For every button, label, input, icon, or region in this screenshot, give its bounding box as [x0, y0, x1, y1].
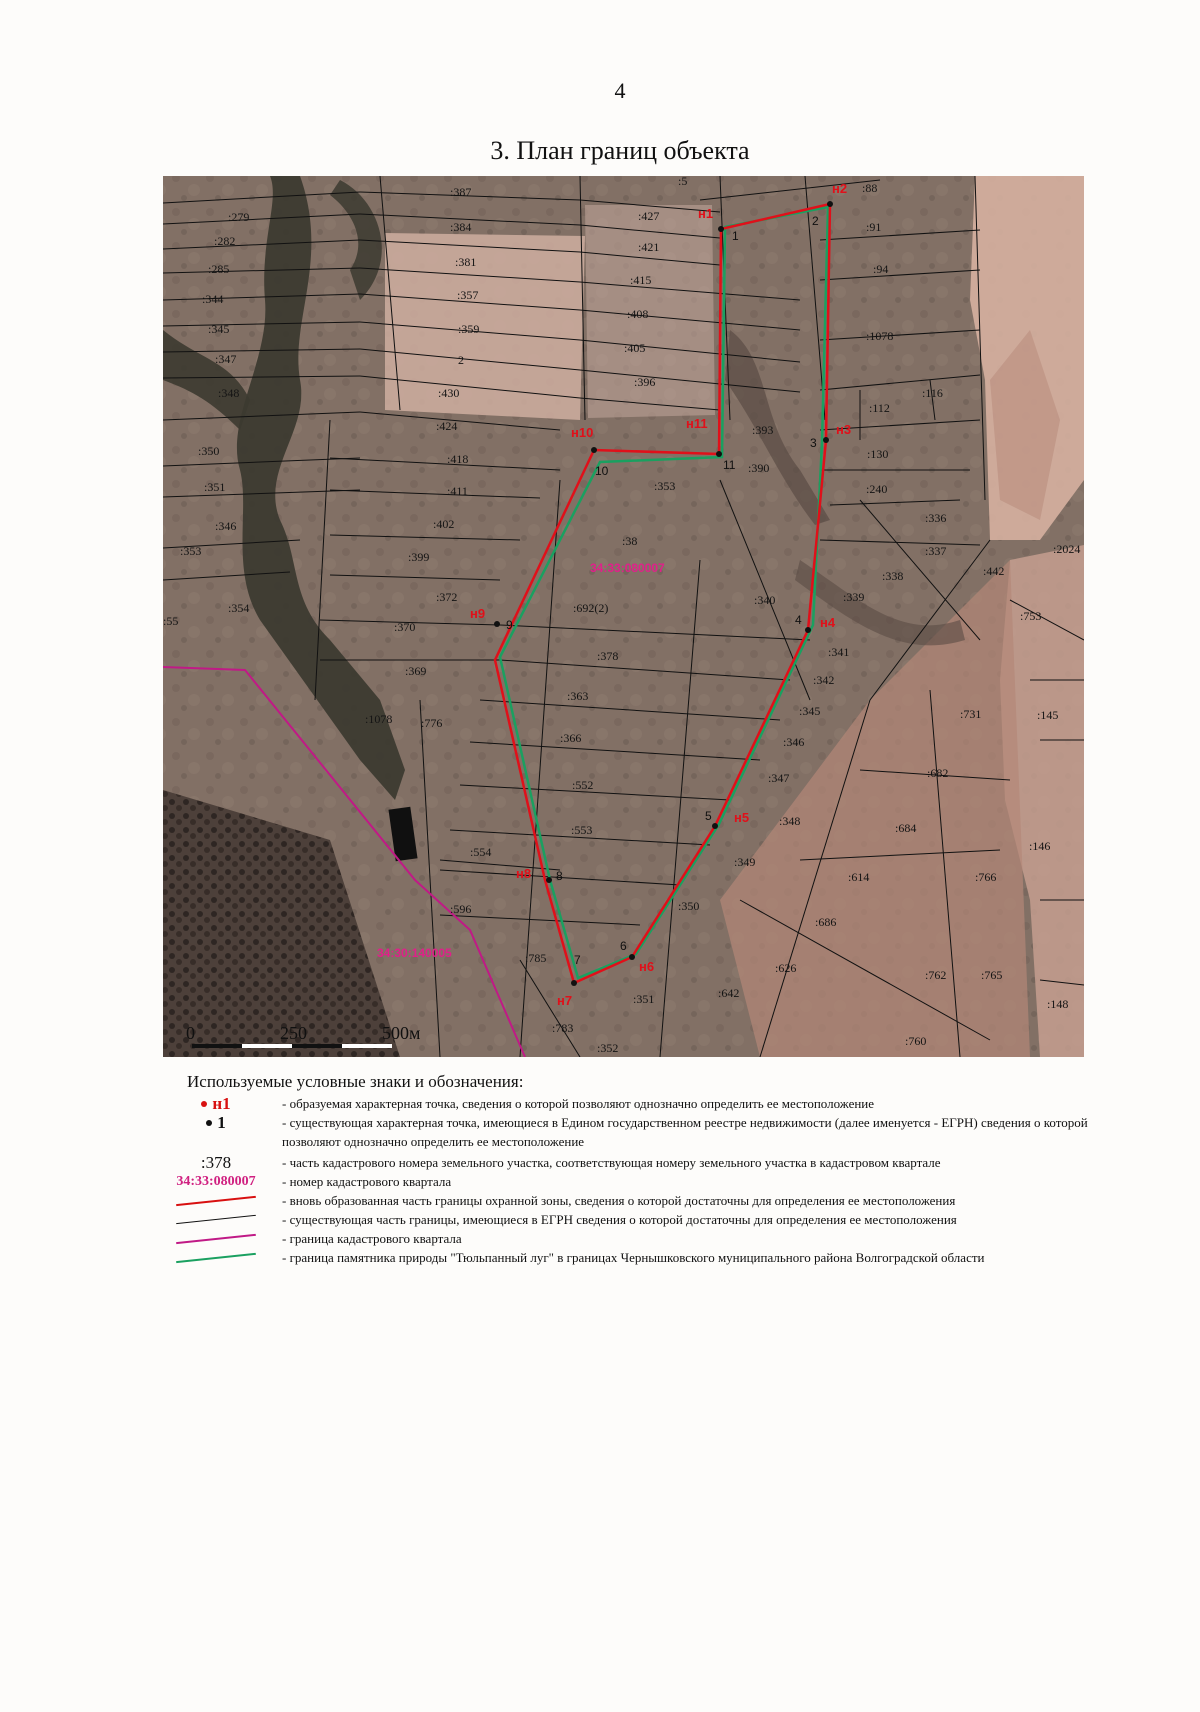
- plot-label: :402: [433, 517, 455, 531]
- plot-label: :351: [633, 992, 655, 1006]
- plot-label: :762: [925, 968, 947, 982]
- plot-label: :349: [734, 855, 756, 869]
- legend-desc: - часть кадастрового номера земельного участка, соответствующая номеру земельного участка в кадастровом квартале: [282, 1155, 941, 1170]
- point-label-9: 9: [506, 618, 513, 632]
- plot-label: :145: [1037, 708, 1059, 722]
- legend-symbol-text: н1: [212, 1094, 231, 1113]
- plot-label: :366: [560, 731, 582, 745]
- plot-label: :91: [866, 220, 882, 234]
- plot-label: :342: [813, 673, 835, 687]
- point-label-n2: н2: [832, 181, 848, 196]
- plot-label: :38: [622, 534, 638, 548]
- plot-label: :765: [981, 968, 1003, 982]
- legend-symbol-green-line: [160, 1248, 272, 1267]
- point-label-7: 7: [574, 953, 581, 967]
- legend-item-existing-point: [160, 1113, 1100, 1151]
- legend-desc: - существующая характерная точка, имеющиеся в Едином государственном реестре недвижимости (далее именуется - ЕГРН) сведения о которой позволяют однозначно определить ее местоположение: [282, 1115, 1088, 1149]
- scale-label-0: 0: [186, 1023, 195, 1043]
- plot-label: :148: [1047, 997, 1069, 1011]
- plot-label: :347: [215, 352, 237, 366]
- plot-label: :345: [799, 704, 821, 718]
- legend-item-quarter-boundary: [160, 1229, 1100, 1248]
- plot-label: :552: [572, 778, 594, 792]
- point-label-10: 10: [595, 464, 609, 478]
- plot-label: :614: [848, 870, 870, 884]
- plot-label: :282: [214, 234, 236, 248]
- plot-label: :354: [228, 601, 250, 615]
- point-label-n6: н6: [639, 959, 655, 974]
- plot-label: :352: [597, 1041, 619, 1055]
- plot-label: :396: [634, 375, 656, 389]
- plot-label: :381: [455, 255, 477, 269]
- plot-label: :393: [752, 423, 774, 437]
- legend-item-new-point: [160, 1094, 1100, 1113]
- plot-label: :424: [436, 419, 458, 433]
- plot-label: :430: [438, 386, 460, 400]
- legend-desc: - существующая часть границы, имеющиеся в ЕГРН сведения о которой достаточны для определения ее местоположения: [282, 1212, 957, 1227]
- plot-label: 2: [458, 353, 464, 367]
- plot-label: :116: [922, 386, 943, 400]
- magenta-line-icon: [176, 1233, 256, 1243]
- green-line-icon: [176, 1252, 256, 1262]
- point-label-n11: н11: [686, 416, 708, 431]
- point-label-11: 11: [723, 458, 736, 472]
- plot-label: :553: [571, 823, 593, 837]
- plot-label: :357: [457, 288, 479, 302]
- point-label-n4: н4: [820, 615, 836, 630]
- plot-label: :55: [163, 614, 179, 628]
- legend-item-quarter-number: [160, 1172, 1100, 1191]
- black-line-icon: [176, 1215, 256, 1224]
- plot-label: :692(2): [573, 601, 609, 615]
- plot-label: :359: [458, 322, 480, 336]
- plot-label: :369: [405, 664, 427, 678]
- legend-symbol-quarter: 34:33:080007: [176, 1174, 256, 1189]
- plot-label: :337: [925, 544, 947, 558]
- point-label-n9: н9: [470, 606, 486, 621]
- legend-desc: - номер кадастрового квартала: [282, 1174, 452, 1189]
- plot-label: :387: [450, 185, 472, 199]
- plot-label: :399: [408, 550, 430, 564]
- plot-label: :2024: [1053, 542, 1081, 556]
- plot-label: :353: [180, 544, 202, 558]
- plot-label: :642: [718, 986, 740, 1000]
- plot-label: :442: [983, 564, 1005, 578]
- plot-label: :785: [525, 951, 547, 965]
- plot-label: :411: [447, 484, 468, 498]
- point-label-6: 6: [620, 939, 627, 953]
- plot-label: :783: [552, 1021, 574, 1035]
- plot-label: :348: [779, 814, 801, 828]
- plot-label: :682: [927, 766, 949, 780]
- plot-label: :279: [228, 210, 250, 224]
- page-number: 4: [614, 78, 626, 103]
- plot-label: :731: [960, 707, 982, 721]
- plot-label: :427: [638, 209, 660, 223]
- plot-label: :384: [450, 220, 472, 234]
- legend-desc: - граница памятника природы "Тюльпанный луг" в границах Чернышковского муниципального района Волгоградской области: [282, 1250, 985, 1265]
- plot-label: :340: [754, 593, 776, 607]
- plot-label: :88: [862, 181, 878, 195]
- plot-label: :378: [597, 649, 619, 663]
- plot-label: :338: [882, 569, 904, 583]
- legend-item-existing-boundary: [160, 1210, 1100, 1229]
- legend-heading: Используемые условные знаки и обозначения:: [187, 1072, 524, 1091]
- legend-desc: - образуемая характерная точка, сведения о которой позволяют однозначно определить ее местоположение: [282, 1096, 875, 1111]
- plot-label: :390: [748, 461, 770, 475]
- point-label-1: 1: [732, 229, 739, 243]
- plot-label: :346: [783, 735, 805, 749]
- plot-label: :421: [638, 240, 660, 254]
- scale-label-250: 250: [280, 1023, 307, 1043]
- plot-label: :372: [436, 590, 458, 604]
- plot-label: :596: [450, 902, 472, 916]
- quarter-label-main: 34:33:080007: [590, 561, 665, 575]
- plot-label: :363: [567, 689, 589, 703]
- point-label-4: 4: [795, 613, 802, 627]
- plot-label: :405: [624, 341, 646, 355]
- red-dot-icon: [201, 1101, 207, 1107]
- plot-label: :353: [654, 479, 676, 493]
- legend-symbol-magenta-line: [160, 1229, 272, 1248]
- plot-label: :1078: [866, 329, 894, 343]
- plot-label: :345: [208, 322, 230, 336]
- legend-desc: - граница кадастрового квартала: [282, 1231, 462, 1246]
- legend: [160, 1072, 1100, 1267]
- plot-label: :348: [218, 386, 240, 400]
- quarter-label-secondary: 34:30:140005: [377, 946, 452, 960]
- point-label-n3: н3: [836, 422, 852, 437]
- plot-label: :1078: [365, 712, 393, 726]
- plot-label: :684: [895, 821, 917, 835]
- page-title: 3. План границ объекта: [490, 136, 750, 165]
- plot-label: :130: [867, 447, 889, 461]
- black-dot-icon: [206, 1120, 212, 1126]
- legend-symbol-black-line: [160, 1210, 272, 1229]
- legend-symbol-text: 1: [217, 1113, 226, 1132]
- plot-label: :370: [394, 620, 416, 634]
- point-label-n10: н10: [571, 425, 594, 440]
- legend-symbol-new-point: [160, 1094, 272, 1113]
- plot-label: :350: [678, 899, 700, 913]
- plot-label: :341: [828, 645, 850, 659]
- plot-label: :146: [1029, 839, 1051, 853]
- plot-label: :776: [421, 716, 443, 730]
- plot-label: :415: [630, 273, 652, 287]
- map-canvas: [163, 176, 1084, 1057]
- plot-label: :760: [905, 1034, 927, 1048]
- plot-label: :350: [198, 444, 220, 458]
- legend-symbol-plot: :378: [200, 1153, 232, 1172]
- point-label-n7: н7: [557, 993, 573, 1008]
- red-line-icon: [176, 1195, 256, 1205]
- plot-label: :626: [775, 961, 797, 975]
- legend-symbol-red-line: [160, 1191, 272, 1210]
- plot-label: :753: [1020, 609, 1042, 623]
- legend-desc: - вновь образованная часть границы охранной зоны, сведения о которой достаточны для определения ее местоположения: [282, 1193, 956, 1208]
- plot-label: :686: [815, 915, 837, 929]
- point-label-n1: н1: [698, 206, 714, 221]
- legend-item-new-boundary: [160, 1191, 1100, 1210]
- plot-label: :336: [925, 511, 947, 525]
- plot-label: :346: [215, 519, 237, 533]
- plot-label: :285: [208, 262, 230, 276]
- scale-label-500: 500м: [382, 1023, 421, 1043]
- point-label-n5: н5: [734, 810, 750, 825]
- plot-label: :94: [873, 262, 889, 276]
- point-label-n8: н8: [516, 866, 532, 881]
- plot-label: :418: [447, 452, 469, 466]
- plot-label: :240: [866, 482, 888, 496]
- plot-label: :112: [869, 401, 890, 415]
- cadastral-map: [163, 176, 1084, 1057]
- plot-label: :554: [470, 845, 492, 859]
- plot-label: :766: [975, 870, 997, 884]
- legend-item-plot-number: [160, 1153, 1100, 1172]
- legend-symbol-existing-point: [160, 1113, 272, 1132]
- plot-label: :408: [627, 307, 649, 321]
- plot-label: :344: [202, 292, 224, 306]
- legend-item-monument-boundary: [160, 1248, 1100, 1267]
- point-label-2: 2: [812, 214, 819, 228]
- point-label-8: 8: [556, 869, 563, 883]
- point-label-5: 5: [705, 809, 712, 823]
- plot-label: :5: [678, 176, 688, 188]
- plot-label: :351: [204, 480, 226, 494]
- plot-label: :339: [843, 590, 865, 604]
- satellite-imagery: [163, 176, 1084, 1057]
- point-label-3: 3: [810, 436, 817, 450]
- plot-label: :347: [768, 771, 790, 785]
